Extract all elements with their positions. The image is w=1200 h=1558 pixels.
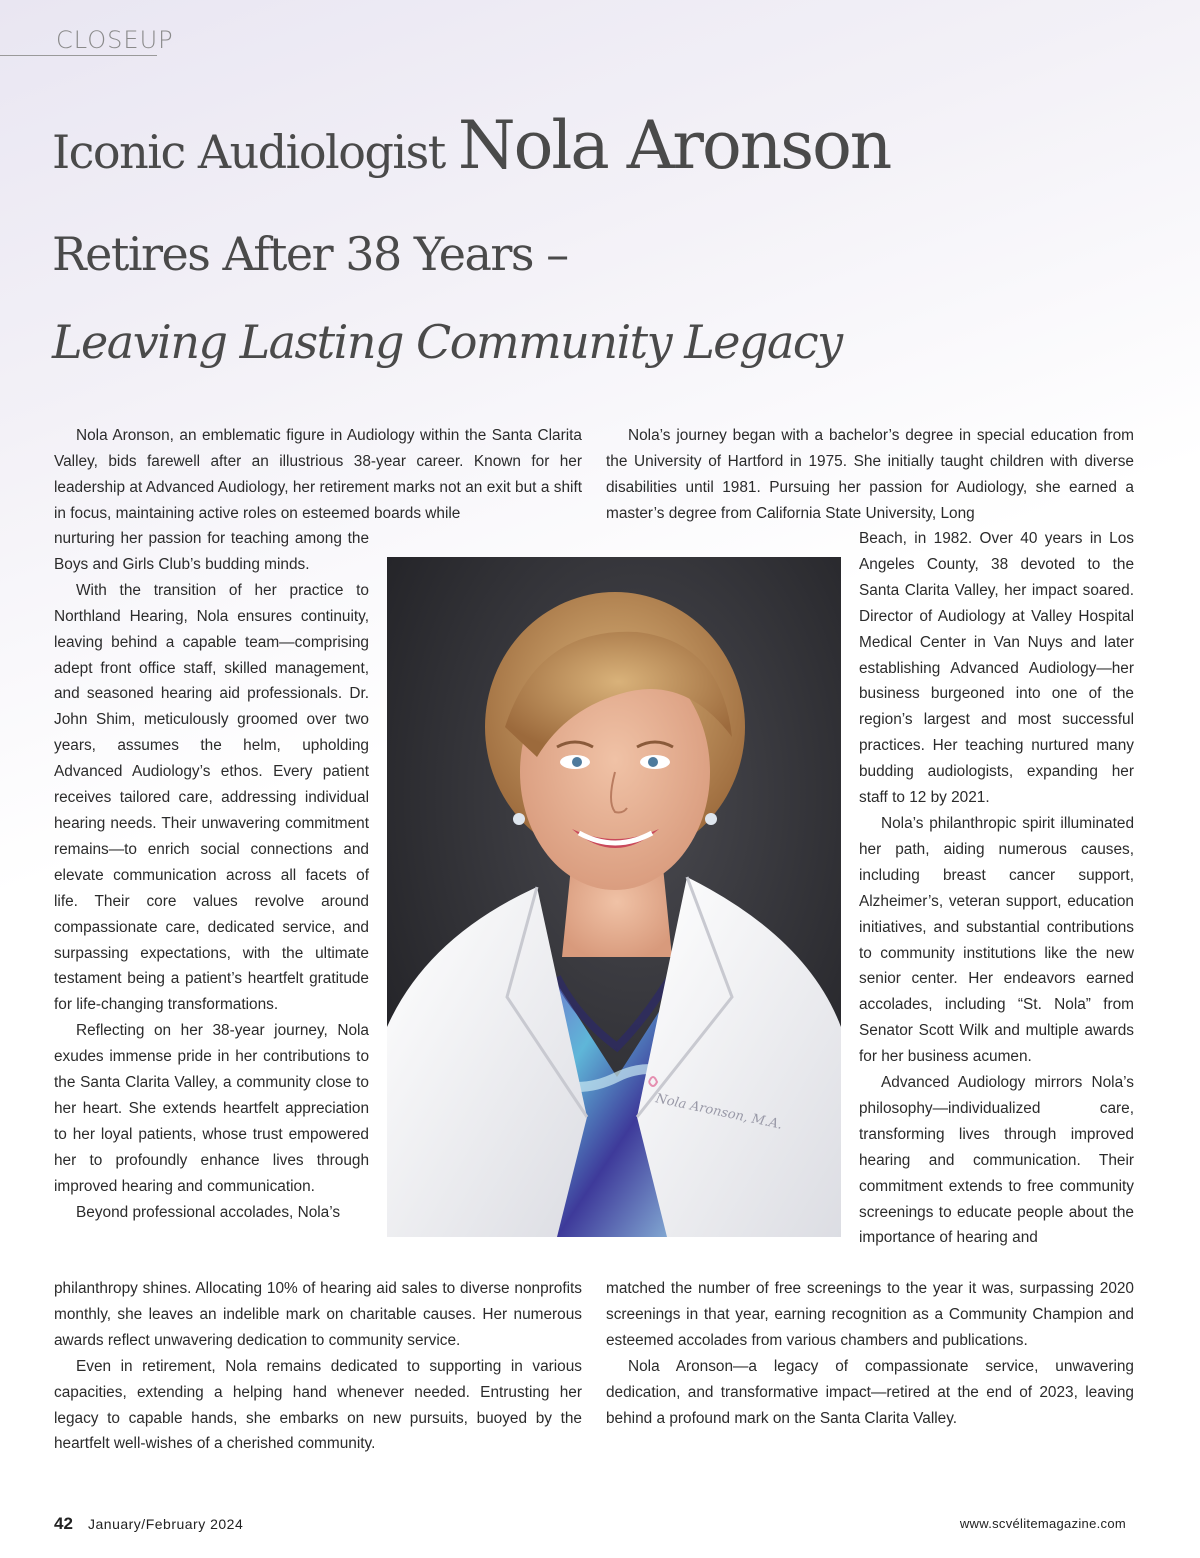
paragraph: matched the number of free screenings to the year it was, surpassing 2020 screenings in that year, earning recognition as a Community Champion and esteemed accolades from various chambers and publications. [606, 1280, 1134, 1349]
right-column-top [606, 423, 1134, 527]
paragraph: With the transition of her practice to Northland Hearing, Nola ensures continuity, leaving behind a capable team—comprising adept front office staff, skilled management, and seasoned hearing aid professionals. Dr. John Shim, meticulously groomed over two years, assumes the helm, upholding Advanced Audiology’s ethos. Every patient receives tailored care, addressing individual hearing needs. Their unwavering commitment remains—to enrich social connections and elevate communication across all facets of life. Their core values revolve around compassionate care, dedicated service, and surpassing expectations, with the ultimate testament being a patient’s heartfelt gratitude for life-changing transformations. [54, 581, 369, 1014]
paragraph: Beach, in 1982. Over 40 years in Los Angeles County, 38 devoted to the Santa Clarita Valley, her impact soared. Director of Audiology at Valley Hospital Medical Center in Van Nuys and later establishing Advanced Audiology—her business burgeoned into one of the region’s largest and most successful practices. Her teaching nurtured many budding audiologists, expanding her staff to 12 by 2021. [859, 530, 1134, 807]
paragraph: Even in retirement, Nola remains dedicated to supporting in various capacities, extending a helping hand whenever needed. Entrusting her legacy to capable hands, she embarks on new pursuits, buoyed by the heartfelt well-wishes of a cherished community. [54, 1357, 582, 1453]
paragraph: Nola Aronson, an emblematic figure in Audiology within the Santa Clarita Valley, bids farewell after an illustrious 38-year career. Known for her leadership at Advanced Audiology, her retirement marks not an exit but a shift in focus, maintaining active roles on esteemed boards while [54, 427, 582, 522]
coat-embroidery: Nola Aronson, M.A. [654, 1091, 784, 1133]
paragraph: Advanced Audiology mirrors Nola’s philosophy—individualized care, transforming lives through improved hearing and communication. Their commitment extends to free community screenings to educate people about the importance of hearing and [859, 1074, 1134, 1247]
headline-name: Nola Aronson [457, 107, 891, 184]
page-number: 42 [54, 1514, 73, 1533]
paragraph: Reflecting on her 38-year journey, Nola exudes immense pride in her contributions to the Santa Clarita Valley, a community close to her heart. She extends heartfelt appreciation to her loyal patients, whose trust empowered her to profoundly enhance lives through improved hearing and communication. [54, 1022, 369, 1195]
right-column-wrap [859, 526, 1134, 1251]
website-url: www.scvélitemagazine.com [959, 1516, 1126, 1531]
headline [52, 98, 1152, 387]
paragraph: Nola’s philanthropic spirit illuminated her path, aiding numerous causes, including breast cancer support, Alzheimer’s, veteran support, education initiatives, and substantial contributions to community institutions like the new senior center. Her endeavors earned accolades, including “St. Nola” from Senator Scott Wilk and multiple awards for her business acumen. [859, 814, 1134, 1066]
section-rule [0, 55, 157, 56]
paragraph: Nola’s journey began with a bachelor’s degree in special education from the University of Hartford in 1975. She initially taught children with diverse disabilities until 1981. Pursuing her passion for Audiology, she earned a master’s degree from California State University, Long [606, 427, 1134, 522]
paragraph: philanthropy shines. Allocating 10% of hearing aid sales to diverse nonprofits monthly, she leaves an indelible mark on charitable causes. Her numerous awards reflect unwavering dedication to community service. [54, 1280, 582, 1349]
paragraph: Beyond professional accolades, Nola’s [76, 1203, 341, 1221]
issue-date: January/February 2024 [88, 1516, 244, 1532]
left-column-bottom [54, 1276, 582, 1457]
paragraph: Nola Aronson—a legacy of compassionate service, unwavering dedication, and transformative impact—retired at the end of 2023, leaving behind a profound mark on the Santa Clarita Valley. [606, 1357, 1134, 1427]
headline-line-3: Leaving Lasting Community Legacy [52, 315, 842, 369]
headline-line-2: Retires After 38 Years – [52, 227, 568, 281]
right-column-bottom [606, 1276, 1134, 1431]
section-label: CLOSEUP [56, 26, 174, 54]
portrait-illustration [387, 557, 841, 1237]
headline-line-1 [52, 98, 1152, 211]
portrait-photo [387, 557, 841, 1237]
paragraph: nurturing her passion for teaching among the Boys and Girls Club’s budding minds. [54, 530, 369, 573]
headline-part-1: Iconic Audiologist [52, 125, 458, 179]
left-column-wrap [54, 526, 369, 1225]
left-column-top [54, 423, 582, 527]
